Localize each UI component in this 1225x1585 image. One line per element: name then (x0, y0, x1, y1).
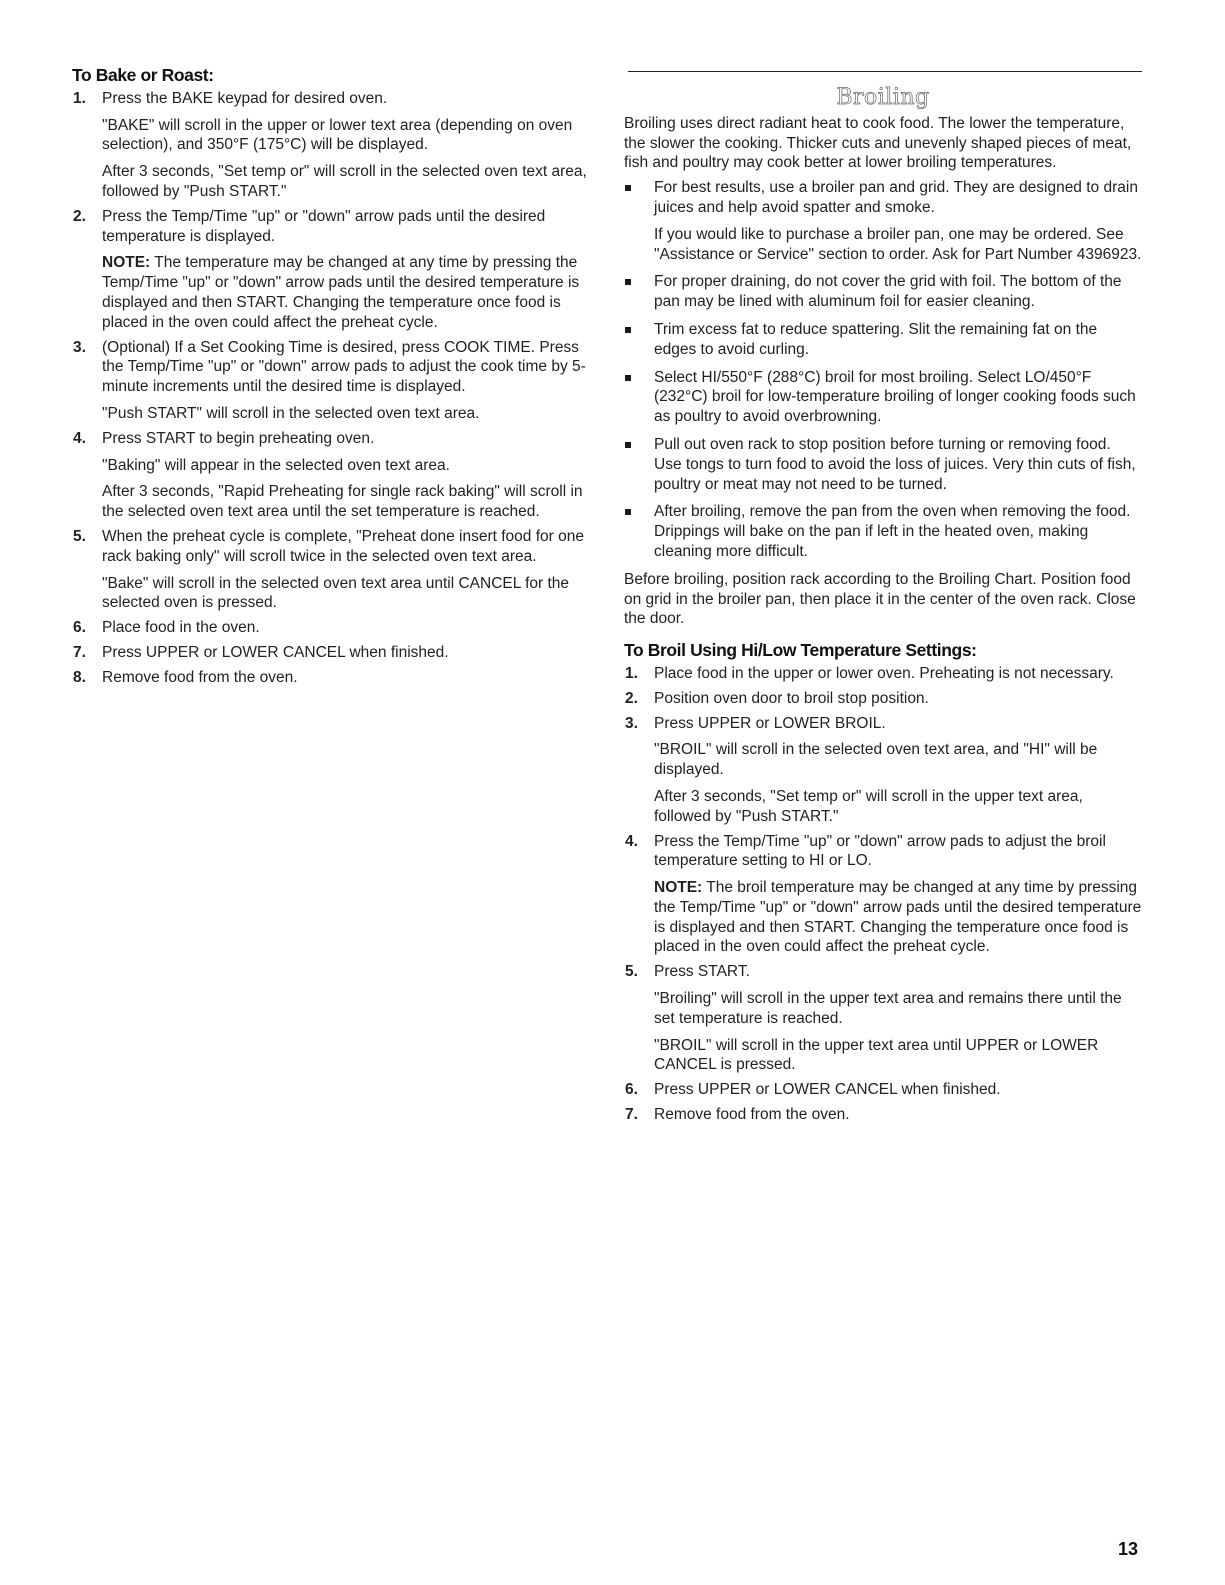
step-note (654, 878, 1142, 957)
broil-step-6 (624, 1080, 1142, 1100)
step-detail: After 3 seconds, "Set temp or" will scroll in the upper text area, followed by "Push START." (654, 787, 1083, 825)
bake-step-1 (72, 89, 588, 202)
tip-text: For best results, use a broiler pan and grid. They are designed to drain juices and help avoid spatter and smoke. (654, 179, 1138, 216)
broil-step-4 (624, 832, 1142, 958)
step-number: 5. (73, 527, 86, 545)
step-number: 2. (625, 689, 638, 707)
step-number: 7. (73, 643, 86, 661)
broil-step-3 (624, 714, 1142, 827)
step-number: 4. (73, 429, 86, 447)
step-number: 6. (625, 1081, 638, 1099)
step-number: 3. (625, 714, 638, 732)
step-text: Press the Temp/Time "up" or "down" arrow pads to adjust the broil temperature setting to HI or LO. (654, 832, 1106, 870)
broiling-title: Broiling (836, 85, 930, 110)
step-detail: After 3 seconds, "Rapid Preheating for single rack baking" will scroll in the selected oven text area until the set temperature is reached. (102, 483, 583, 521)
bake-roast-section (72, 66, 588, 693)
bullet-square-icon (625, 279, 631, 285)
bake-steps (72, 89, 588, 688)
note-label: NOTE: (654, 879, 703, 897)
step-text: Press UPPER or LOWER CANCEL when finished. (654, 1081, 1001, 1099)
step-text: Press START. (654, 963, 750, 981)
step-text: Press START to begin preheating oven. (102, 429, 375, 447)
bake-step-2 (72, 207, 588, 333)
step-detail: "BAKE" will scroll in the upper or lower text area (depending on oven selection), and 350°F (175°C) will be displayed. (102, 116, 573, 154)
broil-steps-heading: To Broil Using Hi/Low Temperature Settings: (624, 640, 977, 661)
bullet-square-icon (625, 375, 631, 381)
tip-detail: If you would like to purchase a broiler pan, one may be ordered. See "Assistance or Service" section to order. Ask for Part Number 4396923. (654, 225, 1142, 263)
step-detail: "BROIL" will scroll in the selected oven text area, and "HI" will be displayed. (654, 741, 1098, 779)
step-number: 2. (73, 207, 86, 225)
broil-hi-low-section (624, 641, 1142, 1125)
step-number: 1. (625, 664, 638, 682)
bake-step-4 (72, 429, 588, 522)
bullet-square-icon (625, 327, 631, 333)
broil-steps (624, 664, 1142, 1125)
broiling-tip (624, 272, 1142, 312)
broiling-tip (624, 178, 1142, 264)
step-text: Press UPPER or LOWER BROIL. (654, 714, 886, 732)
bake-step-5 (72, 527, 588, 613)
step-text: Press UPPER or LOWER CANCEL when finished. (102, 643, 449, 661)
step-number: 1. (73, 89, 86, 107)
step-number: 7. (625, 1106, 638, 1124)
step-text: Place food in the upper or lower oven. Preheating is not necessary. (654, 664, 1114, 682)
tip-text: For proper draining, do not cover the grid with foil. The bottom of the pan may be lined with aluminum foil for easier cleaning. (654, 273, 1122, 311)
step-detail: After 3 seconds, "Set temp or" will scroll in the selected oven text area, followed by "Push START." (102, 163, 587, 200)
broiling-tip (624, 502, 1142, 561)
tip-text: After broiling, remove the pan from the oven when removing the food. Drippings will bake on the pan if left in the heated oven, making cleaning more difficult. (654, 503, 1131, 560)
bullet-square-icon (625, 509, 631, 515)
step-detail: "Push START" will scroll in the selected oven text area. (102, 404, 480, 422)
step-text: When the preheat cycle is complete, "Preheat done insert food for one rack baking only" will scroll twice in the selected oven text area. (102, 527, 584, 565)
bake-step-8 (72, 668, 588, 688)
step-number: 5. (625, 963, 638, 981)
step-text: Press the Temp/Time "up" or "down" arrow pads until the desired temperature is displayed. (102, 207, 546, 245)
tip-text: Trim excess fat to reduce spattering. Slit the remaining fat on the edges to avoid curling. (654, 320, 1098, 358)
step-number: 3. (73, 338, 86, 356)
page-number: 13 (1118, 1539, 1139, 1559)
broiling-section (624, 66, 1142, 1130)
step-number: 8. (73, 668, 86, 686)
step-text: Remove food from the oven. (654, 1106, 850, 1124)
bake-step-3 (72, 338, 588, 424)
broiling-intro: Broiling uses direct radiant heat to cook food. The lower the temperature, the slower the cooking. Thicker cuts and unevenly shaped pieces of meat, fish and poultry may cook better at lower broiling temperatures. (624, 114, 1132, 172)
step-detail: "Bake" will scroll in the selected oven text area until CANCEL for the selected oven is pressed. (102, 574, 570, 612)
step-number: 6. (73, 619, 86, 637)
broil-step-5 (624, 962, 1142, 1075)
bullet-square-icon (625, 185, 631, 191)
step-note (102, 253, 588, 332)
broiling-tip (624, 320, 1142, 360)
tip-text: Select HI/550°F (288°C) broil for most broiling. Select LO/450°F (232°C) broil for low-temperature broiling of longer cooking foods such as poultry to avoid overbrowning. (654, 368, 1136, 426)
note-text: The temperature may be changed at any time by pressing the Temp/Time "up" or "down" arrow pads until the desired temperature is displayed and then START. Changing the temperature once food is placed in the oven could affect the preheat cycle. (102, 254, 580, 331)
step-text: Place food in the oven. (102, 619, 260, 637)
broil-step-2 (624, 689, 1142, 709)
tip-text: Pull out oven rack to stop position before turning or removing food. Use tongs to turn food to avoid the loss of juices. Very thin cuts of fish, poultry or meat may not need to be turned. (654, 435, 1136, 493)
bake-step-6 (72, 618, 588, 638)
bake-step-7 (72, 643, 588, 663)
step-text: (Optional) If a Set Cooking Time is desired, press COOK TIME. Press the Temp/Time "up" or "down" arrow pads to adjust the cook time by 5-minute increments until the desired time is displayed. (102, 338, 586, 396)
broiling-tips (624, 178, 1142, 562)
broil-step-7 (624, 1105, 1142, 1125)
note-label: NOTE: (102, 254, 151, 272)
step-detail: "Broiling" will scroll in the upper text area and remains there until the set temperature is reached. (654, 990, 1122, 1027)
step-detail: "Baking" will appear in the selected oven text area. (102, 456, 450, 474)
broiling-tip (624, 368, 1142, 427)
broiling-tip (624, 435, 1142, 494)
note-text: The broil temperature may be changed at any time by pressing the Temp/Time "up" or "down" arrow pads until the desired temperature is displayed and then START. Changing the temperature once food is placed in the oven could affect the preheat cycle. (654, 879, 1142, 956)
broiling-before-text: Before broiling, position rack according to the Broiling Chart. Position food on grid in the broiler pan, then place it in the center of the oven rack. Close the door. (624, 570, 1136, 628)
step-text: Remove food from the oven. (102, 668, 298, 686)
step-detail: "BROIL" will scroll in the upper text area until UPPER or LOWER CANCEL is pressed. (654, 1036, 1099, 1074)
bullet-square-icon (625, 442, 631, 448)
broil-step-1 (624, 664, 1142, 684)
step-text: Press the BAKE keypad for desired oven. (102, 89, 388, 107)
step-number: 4. (625, 832, 638, 850)
bake-heading: To Bake or Roast: (72, 65, 214, 85)
step-text: Position oven door to broil stop position. (654, 689, 929, 707)
